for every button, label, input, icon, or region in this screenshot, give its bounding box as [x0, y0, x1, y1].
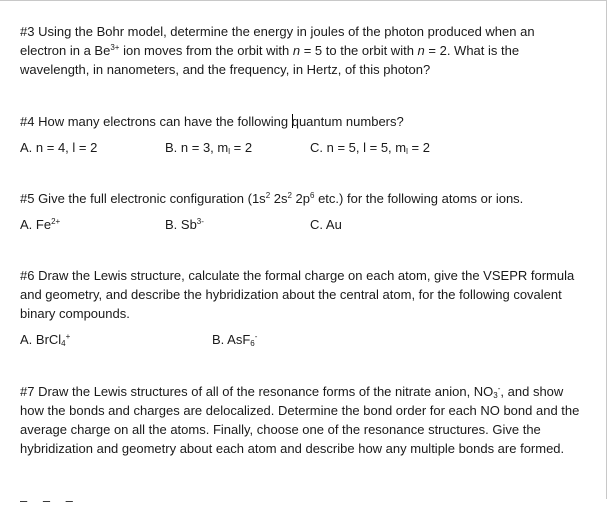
- question-3-text-4: = 2. What is the wavelength, in nanometers, and the frequency, in Hertz, of this photon?: [20, 43, 520, 77]
- option-b-text: B. n = 3, m: [165, 140, 229, 155]
- option-c-text: C. n = 5, l = 5, m: [310, 140, 407, 155]
- page-right-border: [606, 0, 607, 499]
- question-4-options: [20, 138, 580, 157]
- sb-label: B. Sb: [165, 217, 197, 232]
- nitrate-subscript: 3: [493, 391, 498, 400]
- question-4-option-a: A. n = 4, l = 2: [20, 140, 98, 155]
- page-top-border: [0, 0, 606, 1]
- n-final-symbol: n: [417, 43, 425, 58]
- brcl-label: A. BrCl: [20, 332, 62, 347]
- nitrate-charge: -: [497, 384, 501, 393]
- question-3: [20, 22, 580, 79]
- config-superscript-1: 2: [265, 191, 271, 200]
- option-c-subscript: l: [406, 147, 408, 156]
- question-3-text-3: = 5 to the orbit with: [300, 43, 418, 58]
- asf-subscript: 6: [250, 339, 255, 348]
- question-4-option-b: [165, 138, 252, 157]
- n-initial-symbol: n: [292, 43, 301, 58]
- asf-charge: -: [254, 332, 258, 341]
- au-label: C. Au: [310, 217, 342, 232]
- asf-label: B. AsF: [212, 332, 251, 347]
- question-6: #6 Draw the Lewis structure, calculate the formal charge on each atom, give the VSEPR formula and geometry, and describe the hybridization about the central atom, for the following covalent binary compounds.: [20, 268, 575, 321]
- sb-charge: 3-: [196, 217, 204, 226]
- question-4-option-c: [310, 138, 430, 157]
- be-charge-superscript: 3+: [110, 43, 120, 52]
- question-5: [20, 189, 580, 208]
- cut-off-text-fragment: ‒ ‒ ‒: [20, 493, 79, 508]
- question-5-text-2: 2s: [270, 191, 288, 206]
- question-5-option-c: [310, 215, 342, 234]
- question-3-text-1: #3 Using the Bohr model, determine the energy in joules of the photon produced when an electron in a Be: [20, 24, 535, 58]
- brcl-subscript: 4: [61, 339, 66, 348]
- brcl-charge: +: [65, 332, 71, 341]
- question-5-options: [20, 215, 580, 234]
- question-4-text-1: #4 How many electrons can have the following: [20, 114, 292, 129]
- question-4: [20, 112, 580, 131]
- question-4-text-2: quantum numbers?: [291, 114, 404, 129]
- question-6-option-b: [212, 330, 257, 349]
- config-superscript-2: 2: [287, 191, 292, 200]
- question-5-text-1: #5 Give the full electronic configuration (1s: [20, 191, 266, 206]
- option-c-value: = 2: [407, 140, 430, 155]
- question-7: [20, 382, 580, 458]
- option-b-subscript: l: [228, 147, 231, 156]
- question-5-option-b: [165, 215, 204, 234]
- fe-label: A. Fe: [20, 217, 52, 232]
- fe-charge: 2+: [51, 217, 61, 226]
- option-b-value: = 2: [230, 140, 253, 155]
- question-5-option-a: [20, 215, 60, 234]
- question-5-text-4: etc.) for the following atoms or ions.: [314, 191, 524, 206]
- question-5-text-3: 2p: [291, 191, 311, 206]
- question-7-text-1: #7 Draw the Lewis structures of all of the resonance forms of the nitrate anion, NO: [20, 384, 494, 399]
- config-superscript-3: 6: [310, 191, 315, 200]
- question-6-option-a: [20, 330, 70, 349]
- question-7-text-2: , and show how the bonds and charges are delocalized. Determine the bond order for each NO bond and the average charge on all the atoms. Finally, choose one of the resonance structures. Give the hybridization and geometry about each atom and describe how any multiple bonds are formed.: [20, 384, 580, 456]
- question-3-text-2: ion moves from the orbit with: [119, 43, 293, 58]
- question-6-options: [20, 330, 580, 349]
